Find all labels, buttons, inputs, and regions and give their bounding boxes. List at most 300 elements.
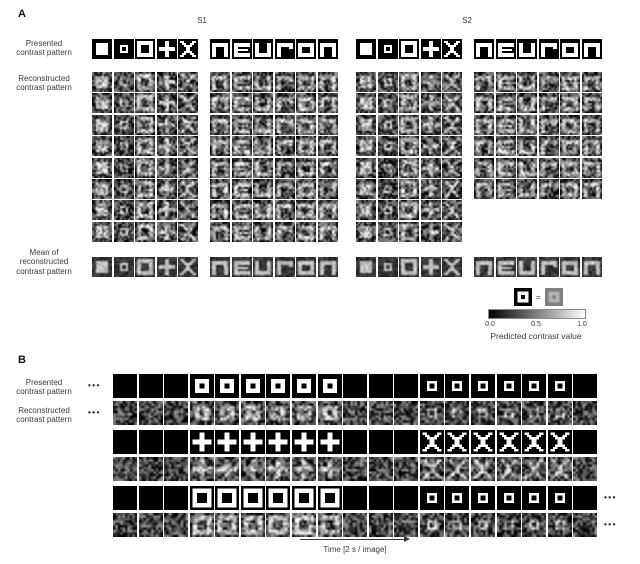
b-presented-tile — [497, 486, 521, 510]
reconstructed-tile — [92, 136, 112, 156]
b-reconstructed-tile — [139, 457, 163, 481]
row-label-line: contrast pattern — [16, 83, 72, 93]
presented-tile — [378, 39, 398, 59]
reconstructed-tile — [539, 115, 559, 135]
reconstructed-tile — [92, 115, 112, 135]
b-reconstructed-tile — [215, 401, 239, 425]
b-presented-tile — [266, 374, 290, 398]
reconstructed-tile — [378, 158, 398, 178]
b-reconstructed-tile — [164, 513, 188, 537]
presented-tile — [474, 39, 494, 59]
mean-tile — [356, 257, 376, 277]
presented-tile — [517, 39, 537, 59]
mean-tile — [582, 257, 602, 277]
b-presented-tile — [215, 430, 239, 454]
b-reconstructed-tile — [318, 401, 342, 425]
reconstructed-tile — [114, 72, 134, 92]
reconstructed-tile — [275, 179, 295, 199]
reconstructed-tile — [232, 222, 252, 242]
reconstructed-tile — [560, 158, 580, 178]
b-presented-tile — [573, 430, 597, 454]
row-label-line: contrast pattern — [16, 48, 72, 58]
b-presented-tile — [266, 430, 290, 454]
b-reconstructed-tile — [522, 401, 546, 425]
row-label-reconstructed-b — [2, 406, 86, 425]
reconstructed-tile — [296, 179, 316, 199]
reconstructed-tile — [560, 136, 580, 156]
row-label-line: contrast pattern — [16, 266, 72, 276]
b-reconstructed-tile — [445, 513, 469, 537]
reconstructed-tile — [275, 222, 295, 242]
reconstructed-tile — [318, 179, 338, 199]
b-presented-tile — [420, 430, 444, 454]
b-reconstructed-tile — [113, 457, 137, 481]
time-arrow — [300, 539, 408, 540]
b-presented-tile — [241, 374, 265, 398]
reconstructed-tile — [582, 115, 602, 135]
mean-tile — [232, 257, 252, 277]
presented-tile — [560, 39, 580, 59]
reconstructed-tile — [210, 93, 230, 113]
reconstructed-tile — [210, 72, 230, 92]
reconstructed-tile — [318, 136, 338, 156]
reconstructed-tile — [253, 179, 273, 199]
reconstructed-tile — [378, 136, 398, 156]
b-presented-tile — [471, 430, 495, 454]
reconstructed-tile — [253, 115, 273, 135]
reconstructed-tile — [421, 93, 441, 113]
reconstructed-tile — [496, 136, 516, 156]
b-reconstructed-tile — [266, 457, 290, 481]
row-label-mean-a — [2, 248, 86, 276]
reconstructed-tile — [474, 93, 494, 113]
legend-presented-tile — [514, 288, 532, 306]
reconstructed-tile — [92, 158, 112, 178]
reconstructed-tile — [253, 158, 273, 178]
reconstructed-tile — [399, 158, 419, 178]
reconstructed-tile — [442, 158, 462, 178]
reconstructed-tile — [135, 115, 155, 135]
b-reconstructed-tile — [471, 513, 495, 537]
reconstructed-tile — [253, 72, 273, 92]
reconstructed-tile — [232, 115, 252, 135]
colorbar-tick-05: 0.5 — [531, 321, 541, 328]
b-presented-tile — [369, 486, 393, 510]
reconstructed-tile — [178, 200, 198, 220]
b-reconstructed-tile — [369, 457, 393, 481]
reconstructed-tile — [157, 115, 177, 135]
b-presented-tile — [394, 430, 418, 454]
b-reconstructed-tile — [497, 513, 521, 537]
reconstructed-tile — [356, 179, 376, 199]
reconstructed-tile — [421, 115, 441, 135]
reconstructed-tile — [474, 72, 494, 92]
reconstructed-tile — [210, 158, 230, 178]
b-reconstructed-tile — [113, 401, 137, 425]
b-presented-tile — [139, 486, 163, 510]
subject-header-s1: S1 — [197, 16, 207, 25]
reconstructed-tile — [517, 179, 537, 199]
reconstructed-tile — [496, 158, 516, 178]
reconstructed-tile — [442, 136, 462, 156]
ellipsis-left-presented: ••• — [88, 381, 101, 390]
reconstructed-tile — [474, 179, 494, 199]
row-label-presented-a — [2, 39, 86, 58]
mean-tile — [539, 257, 559, 277]
b-reconstructed-tile — [420, 457, 444, 481]
reconstructed-tile — [399, 179, 419, 199]
reconstructed-tile — [318, 115, 338, 135]
subject-header-s2: S2 — [462, 16, 472, 25]
b-presented-tile — [343, 430, 367, 454]
reconstructed-tile — [474, 136, 494, 156]
presented-tile — [178, 39, 198, 59]
b-presented-tile — [215, 486, 239, 510]
reconstructed-tile — [318, 222, 338, 242]
reconstructed-tile — [496, 179, 516, 199]
mean-tile — [157, 257, 177, 277]
reconstructed-tile — [135, 72, 155, 92]
reconstructed-tile — [399, 200, 419, 220]
mean-tile — [210, 257, 230, 277]
mean-tile — [517, 257, 537, 277]
reconstructed-tile — [474, 158, 494, 178]
b-reconstructed-tile — [445, 457, 469, 481]
panel-a-label: A — [18, 8, 26, 20]
reconstructed-tile — [539, 158, 559, 178]
presented-tile — [296, 39, 316, 59]
reconstructed-tile — [539, 179, 559, 199]
b-reconstructed-tile — [573, 513, 597, 537]
b-reconstructed-tile — [113, 513, 137, 537]
reconstructed-tile — [356, 158, 376, 178]
b-presented-tile — [522, 486, 546, 510]
reconstructed-tile — [442, 115, 462, 135]
reconstructed-tile — [92, 93, 112, 113]
mean-tile — [496, 257, 516, 277]
reconstructed-tile — [539, 136, 559, 156]
b-presented-tile — [445, 374, 469, 398]
b-presented-tile — [292, 374, 316, 398]
reconstructed-tile — [560, 93, 580, 113]
panel-b-label: B — [18, 354, 26, 366]
b-presented-tile — [164, 374, 188, 398]
b-presented-tile — [548, 486, 572, 510]
presented-tile — [275, 39, 295, 59]
reconstructed-tile — [114, 158, 134, 178]
colorbar-caption: Predicted contrast value — [490, 331, 582, 341]
reconstructed-tile — [582, 158, 602, 178]
b-presented-tile — [241, 430, 265, 454]
reconstructed-tile — [318, 72, 338, 92]
b-presented-tile — [318, 374, 342, 398]
row-label-reconstructed-a — [2, 74, 86, 93]
b-presented-tile — [445, 486, 469, 510]
reconstructed-tile — [135, 200, 155, 220]
reconstructed-tile — [399, 115, 419, 135]
b-reconstructed-tile — [241, 457, 265, 481]
reconstructed-tile — [442, 222, 462, 242]
reconstructed-tile — [496, 115, 516, 135]
b-presented-tile — [139, 374, 163, 398]
b-presented-tile — [292, 486, 316, 510]
b-reconstructed-tile — [343, 457, 367, 481]
presented-tile — [582, 39, 602, 59]
reconstructed-tile — [232, 200, 252, 220]
b-reconstructed-tile — [343, 401, 367, 425]
b-presented-tile — [113, 486, 137, 510]
reconstructed-tile — [296, 72, 316, 92]
reconstructed-tile — [114, 115, 134, 135]
reconstructed-tile — [178, 179, 198, 199]
reconstructed-tile — [275, 115, 295, 135]
b-presented-tile — [369, 430, 393, 454]
reconstructed-tile — [442, 72, 462, 92]
reconstructed-tile — [210, 222, 230, 242]
reconstructed-tile — [517, 158, 537, 178]
reconstructed-tile — [114, 179, 134, 199]
b-reconstructed-tile — [292, 401, 316, 425]
b-reconstructed-tile — [215, 513, 239, 537]
row-label-line: Presented — [25, 39, 63, 48]
mean-tile — [114, 257, 134, 277]
reconstructed-tile — [275, 200, 295, 220]
reconstructed-tile — [378, 93, 398, 113]
b-presented-tile — [522, 430, 546, 454]
b-presented-tile — [573, 486, 597, 510]
reconstructed-tile — [318, 158, 338, 178]
b-reconstructed-tile — [369, 401, 393, 425]
reconstructed-tile — [421, 222, 441, 242]
reconstructed-tile — [157, 136, 177, 156]
reconstructed-tile — [157, 200, 177, 220]
reconstructed-tile — [560, 72, 580, 92]
reconstructed-tile — [582, 179, 602, 199]
reconstructed-tile — [296, 115, 316, 135]
presented-tile — [442, 39, 462, 59]
b-presented-tile — [471, 374, 495, 398]
reconstructed-tile — [178, 136, 198, 156]
b-reconstructed-tile — [318, 457, 342, 481]
reconstructed-tile — [378, 115, 398, 135]
reconstructed-tile — [92, 222, 112, 242]
b-presented-tile — [164, 430, 188, 454]
b-reconstructed-tile — [318, 513, 342, 537]
reconstructed-tile — [157, 222, 177, 242]
time-axis-label: Time [2 s / image] — [323, 545, 387, 554]
b-presented-tile — [139, 430, 163, 454]
presented-tile — [356, 39, 376, 59]
reconstructed-tile — [135, 179, 155, 199]
reconstructed-tile — [114, 136, 134, 156]
b-reconstructed-tile — [497, 457, 521, 481]
reconstructed-tile — [232, 136, 252, 156]
b-reconstructed-tile — [522, 457, 546, 481]
mean-tile — [442, 257, 462, 277]
b-reconstructed-tile — [241, 513, 265, 537]
reconstructed-tile — [114, 200, 134, 220]
row-label-line: Reconstructed — [18, 74, 70, 83]
mean-tile — [474, 257, 494, 277]
colorbar-tick-0: 0.0 — [485, 321, 495, 328]
reconstructed-tile — [378, 179, 398, 199]
reconstructed-tile — [442, 179, 462, 199]
reconstructed-tile — [442, 93, 462, 113]
reconstructed-tile — [232, 158, 252, 178]
presented-tile — [157, 39, 177, 59]
b-presented-tile — [394, 486, 418, 510]
b-presented-tile — [292, 430, 316, 454]
b-reconstructed-tile — [420, 513, 444, 537]
reconstructed-tile — [296, 136, 316, 156]
b-reconstructed-tile — [343, 513, 367, 537]
b-presented-tile — [497, 430, 521, 454]
b-reconstructed-tile — [394, 401, 418, 425]
presented-tile — [114, 39, 134, 59]
b-presented-tile — [343, 374, 367, 398]
b-presented-tile — [190, 486, 214, 510]
reconstructed-tile — [378, 222, 398, 242]
presented-tile — [496, 39, 516, 59]
reconstructed-tile — [178, 158, 198, 178]
b-presented-tile — [420, 486, 444, 510]
mean-tile — [296, 257, 316, 277]
mean-tile — [92, 257, 112, 277]
mean-tile — [253, 257, 273, 277]
b-presented-tile — [369, 374, 393, 398]
b-presented-tile — [164, 486, 188, 510]
reconstructed-tile — [560, 179, 580, 199]
row-label-line: reconstructed — [19, 257, 69, 267]
b-presented-tile — [190, 430, 214, 454]
b-presented-tile — [190, 374, 214, 398]
reconstructed-tile — [399, 136, 419, 156]
reconstructed-tile — [232, 179, 252, 199]
reconstructed-tile — [399, 93, 419, 113]
ellipsis-right-presented: ••• — [604, 493, 617, 502]
b-presented-tile — [113, 430, 137, 454]
reconstructed-tile — [356, 200, 376, 220]
reconstructed-tile — [275, 136, 295, 156]
legend-predicted-tile — [545, 288, 563, 306]
reconstructed-tile — [92, 200, 112, 220]
mean-tile — [421, 257, 441, 277]
reconstructed-tile — [135, 93, 155, 113]
reconstructed-tile — [517, 136, 537, 156]
b-reconstructed-tile — [471, 401, 495, 425]
b-reconstructed-tile — [292, 513, 316, 537]
reconstructed-tile — [253, 136, 273, 156]
row-label-line: Presented — [25, 378, 63, 387]
b-presented-tile — [445, 430, 469, 454]
reconstructed-tile — [178, 115, 198, 135]
b-reconstructed-tile — [522, 513, 546, 537]
presented-tile — [210, 39, 230, 59]
reconstructed-tile — [517, 93, 537, 113]
row-label-presented-b — [2, 378, 86, 397]
b-presented-tile — [573, 374, 597, 398]
reconstructed-tile — [275, 93, 295, 113]
reconstructed-tile — [378, 200, 398, 220]
b-reconstructed-tile — [420, 401, 444, 425]
b-reconstructed-tile — [164, 457, 188, 481]
row-label-line: contrast pattern — [16, 387, 72, 397]
ellipsis-right-reconstructed: ••• — [604, 520, 617, 529]
b-reconstructed-tile — [190, 457, 214, 481]
reconstructed-tile — [157, 93, 177, 113]
reconstructed-tile — [296, 93, 316, 113]
reconstructed-tile — [253, 200, 273, 220]
reconstructed-tile — [318, 200, 338, 220]
reconstructed-tile — [421, 72, 441, 92]
reconstructed-tile — [275, 158, 295, 178]
b-reconstructed-tile — [190, 513, 214, 537]
b-presented-tile — [394, 374, 418, 398]
reconstructed-tile — [253, 222, 273, 242]
reconstructed-tile — [539, 93, 559, 113]
reconstructed-tile — [92, 179, 112, 199]
ellipsis-left-reconstructed: ••• — [88, 408, 101, 417]
mean-tile — [178, 257, 198, 277]
reconstructed-tile — [296, 200, 316, 220]
reconstructed-tile — [296, 158, 316, 178]
row-label-line: Reconstructed — [18, 406, 70, 415]
mean-tile — [135, 257, 155, 277]
b-reconstructed-tile — [139, 513, 163, 537]
b-reconstructed-tile — [394, 457, 418, 481]
presented-tile — [539, 39, 559, 59]
reconstructed-tile — [296, 222, 316, 242]
reconstructed-tile — [114, 93, 134, 113]
reconstructed-tile — [421, 136, 441, 156]
reconstructed-tile — [356, 93, 376, 113]
reconstructed-tile — [253, 93, 273, 113]
reconstructed-tile — [582, 93, 602, 113]
b-presented-tile — [266, 486, 290, 510]
reconstructed-tile — [356, 115, 376, 135]
reconstructed-tile — [275, 72, 295, 92]
reconstructed-tile — [157, 158, 177, 178]
b-reconstructed-tile — [548, 457, 572, 481]
colorbar-gradient — [488, 309, 586, 319]
reconstructed-tile — [318, 93, 338, 113]
reconstructed-tile — [474, 115, 494, 135]
presented-tile — [253, 39, 273, 59]
reconstructed-tile — [496, 93, 516, 113]
b-reconstructed-tile — [139, 401, 163, 425]
reconstructed-tile — [582, 136, 602, 156]
reconstructed-tile — [210, 136, 230, 156]
reconstructed-tile — [399, 72, 419, 92]
b-presented-tile — [497, 374, 521, 398]
legend-equals: = — [536, 293, 541, 302]
b-presented-tile — [318, 430, 342, 454]
b-reconstructed-tile — [241, 401, 265, 425]
presented-tile — [135, 39, 155, 59]
reconstructed-tile — [114, 222, 134, 242]
reconstructed-tile — [539, 72, 559, 92]
b-reconstructed-tile — [548, 513, 572, 537]
b-reconstructed-tile — [292, 457, 316, 481]
mean-tile — [399, 257, 419, 277]
b-reconstructed-tile — [164, 401, 188, 425]
reconstructed-tile — [210, 179, 230, 199]
reconstructed-tile — [210, 115, 230, 135]
presented-tile — [232, 39, 252, 59]
b-presented-tile — [113, 374, 137, 398]
b-reconstructed-tile — [190, 401, 214, 425]
reconstructed-tile — [421, 200, 441, 220]
